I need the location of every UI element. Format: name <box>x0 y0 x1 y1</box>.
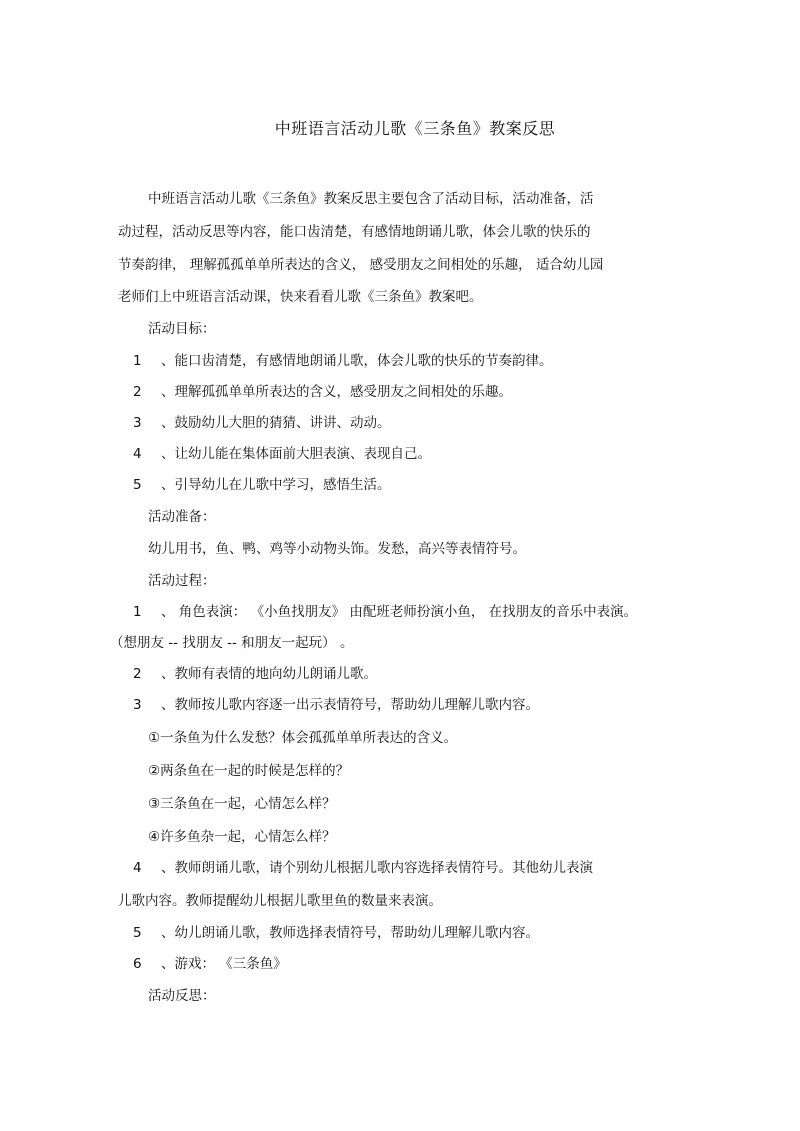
goal-text: 、理解孤孤单单所表达的含义，感受朋友之间相处的乐趣。 <box>161 384 512 400</box>
goal-item <box>133 355 553 369</box>
goal-number: 3 <box>133 415 142 431</box>
process-step <box>133 699 539 713</box>
goal-number: 1 <box>133 353 142 369</box>
goal-text: 、鼓励幼儿大胆的猜猜、讲讲、动动。 <box>161 415 391 431</box>
step-number: 4 <box>133 860 142 876</box>
intro-line-4: 老师们上中班语言活动课，快来看看儿歌《三条鱼》教案吧。 <box>118 289 483 305</box>
goal-text: 、引导幼儿在儿歌中学习，感悟生活。 <box>161 477 391 493</box>
process-step <box>133 606 637 620</box>
question-item: ③三条鱼在一起，心情怎么样？ <box>148 796 336 812</box>
goal-text: 、能口齿清楚，有感情地朗诵儿歌，体会儿歌的快乐的节奏韵律。 <box>161 353 553 369</box>
step-text: 、教师按儿歌内容逐一出示表情符号，帮助幼儿理解儿歌内容。 <box>161 697 539 713</box>
process-step <box>133 668 377 682</box>
process-step <box>133 862 593 876</box>
process-heading: 活动过程： <box>148 573 216 589</box>
step-number: 2 <box>133 666 142 682</box>
intro-line-2: 动过程，活动反思等内容，能口齿清楚，有感情地朗诵儿歌，体会儿歌的快乐的 <box>118 224 591 240</box>
question-item: ④许多鱼杂一起，心情怎么样？ <box>148 829 336 845</box>
intro-line-1: 中班语言活动儿歌《三条鱼》教案反思主要包含了活动目标，活动准备，活 <box>148 191 594 207</box>
goal-item <box>133 448 431 462</box>
step-text: 、 角色表演： 《小鱼找朋友》 由配班老师扮演小鱼， 在找朋友的音乐中表演。 <box>161 604 638 620</box>
step-number: 6 <box>133 956 142 972</box>
goal-number: 2 <box>133 384 142 400</box>
process-step <box>133 927 539 941</box>
document-title: 中班语言活动儿歌《三条鱼》教案反思 <box>274 119 556 138</box>
step-number: 1 <box>133 604 142 620</box>
goal-text: 、让幼儿能在集体面前大胆表演、表现自己。 <box>161 446 431 462</box>
intro-line-3: 节奏韵律， 理解孤孤单单所表达的含义， 感受朋友之间相处的乐趣， 适合幼儿园 <box>118 257 604 273</box>
goal-number: 5 <box>133 477 142 493</box>
goal-item <box>133 479 391 493</box>
goal-number: 4 <box>133 446 142 462</box>
reflection-heading: 活动反思： <box>148 988 216 1004</box>
process-step-continuation: （想朋友 -- 找朋友 -- 和朋友一起玩） 。 <box>110 635 354 651</box>
step-text: 、教师有表情的地向幼儿朗诵儿歌。 <box>161 666 377 682</box>
step-text: 、教师朗诵儿歌，请个别幼儿根据儿歌内容选择表情符号。其他幼儿表演 <box>161 860 593 876</box>
prep-text: 幼儿用书，鱼、鸭、鸡等小动物头饰。发愁，高兴等表情符号。 <box>148 541 526 557</box>
step-number: 5 <box>133 925 142 941</box>
process-step-continuation: 儿歌内容。教师提醒幼儿根据儿歌里鱼的数量来表演。 <box>118 893 442 909</box>
goal-item <box>133 417 391 431</box>
goal-item <box>133 386 512 400</box>
process-step <box>133 958 287 972</box>
prep-heading: 活动准备： <box>148 509 216 525</box>
goals-heading: 活动目标： <box>148 321 216 337</box>
question-item: ①一条鱼为什么发愁？体会孤孤单单所表达的含义。 <box>148 730 458 746</box>
step-text: 、幼儿朗诵儿歌，教师选择表情符号，帮助幼儿理解儿歌内容。 <box>161 925 539 941</box>
step-number: 3 <box>133 697 142 713</box>
question-item: ②两条鱼在一起的时候是怎样的？ <box>148 763 350 779</box>
step-text: 、游戏： 《三条鱼》 <box>161 956 287 972</box>
